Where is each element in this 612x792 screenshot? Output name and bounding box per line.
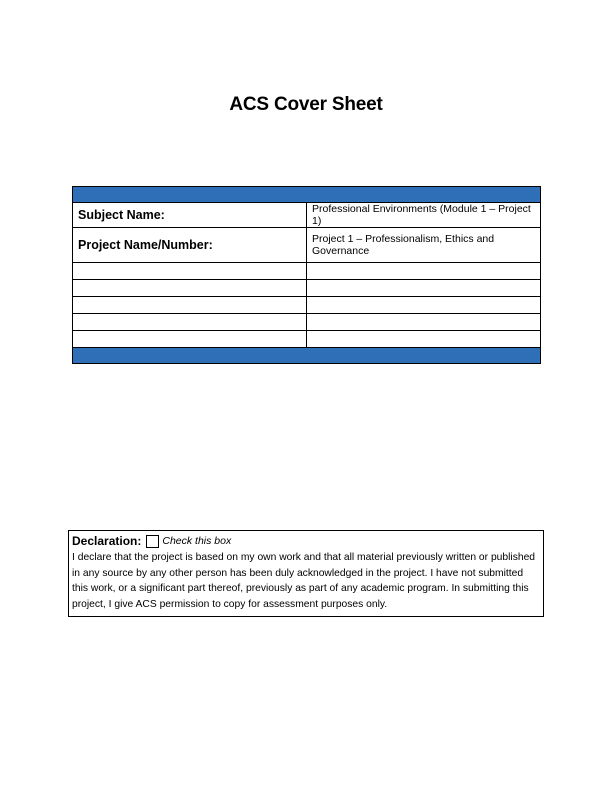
subject-name-label: Subject Name: (73, 203, 307, 228)
cover-info-table (72, 186, 541, 364)
subject-name-value: Professional Environments (Module 1 – Project 1) (307, 203, 541, 228)
empty-value-cell (307, 314, 541, 331)
empty-value-cell (307, 331, 541, 348)
table-row (73, 263, 541, 280)
footer-band-cell (73, 348, 541, 364)
empty-label-cell (73, 280, 307, 297)
table-row (73, 314, 541, 331)
table-row-subject (73, 203, 541, 228)
empty-value-cell (307, 280, 541, 297)
empty-value-cell (307, 263, 541, 280)
empty-value-cell (307, 297, 541, 314)
empty-label-cell (73, 314, 307, 331)
project-name-value: Project 1 – Professionalism, Ethics and Governance (307, 228, 541, 263)
header-band-cell (73, 187, 541, 203)
checkbox-label: Check this box (162, 535, 232, 547)
declaration-header (72, 534, 539, 550)
table-row (73, 280, 541, 297)
project-name-label: Project Name/Number: (73, 228, 307, 263)
empty-label-cell (73, 263, 307, 280)
table-footer-band (73, 348, 541, 364)
declaration-title: Declaration: (72, 534, 142, 548)
table-row-project (73, 228, 541, 263)
table-row (73, 297, 541, 314)
declaration-box (68, 530, 544, 617)
empty-label-cell (73, 331, 307, 348)
table-header-band (73, 187, 541, 203)
table-row (73, 331, 541, 348)
page-title: ACS Cover Sheet (229, 94, 383, 115)
empty-label-cell (73, 297, 307, 314)
declaration-text: I declare that the project is based on my own work and that all material previously written or published in any source by any other person has been duly acknowledged in the project. I have not submitted this work, or a significant part thereof, previously as part of any academic program. In submitting this project, I give ACS permission to copy for assessment purposes only. (72, 551, 536, 611)
declaration-checkbox[interactable] (146, 535, 159, 548)
